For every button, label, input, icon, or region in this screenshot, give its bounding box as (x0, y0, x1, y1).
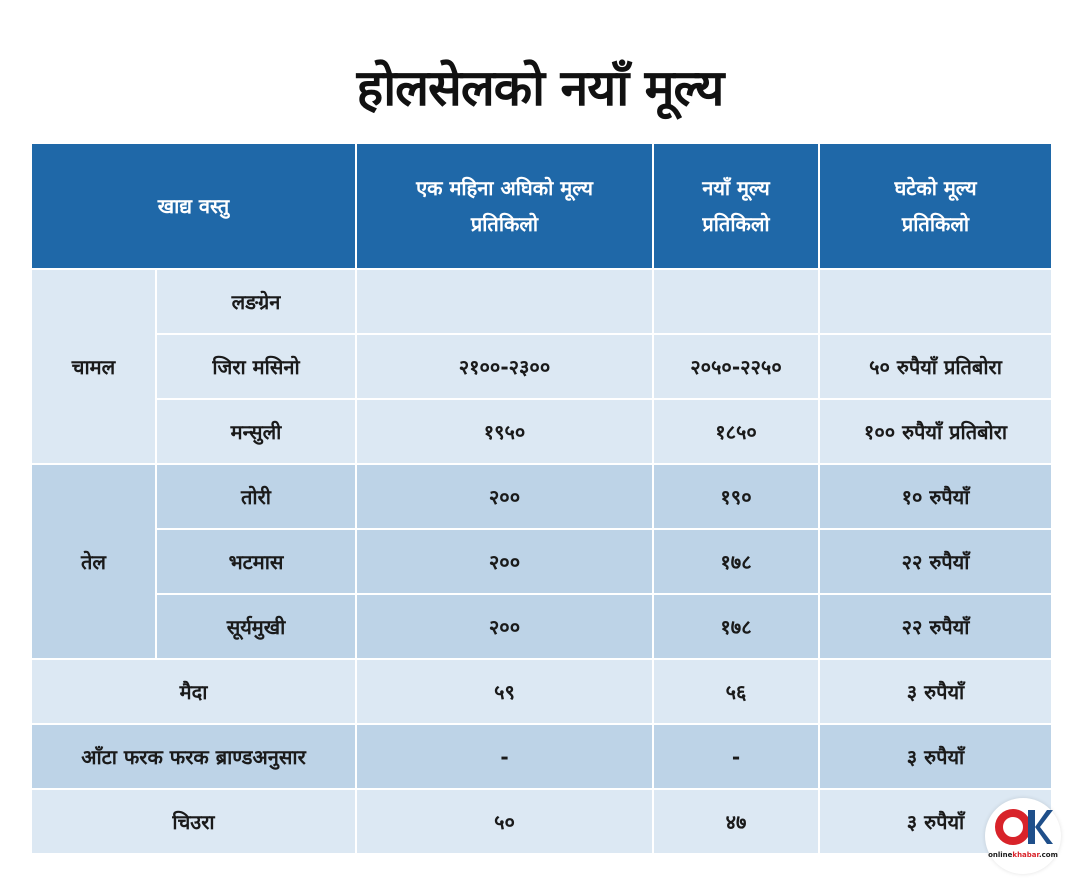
table-row (31, 399, 1052, 464)
new-price-cell: २०५०-२२५० (653, 334, 819, 399)
item-cell: आँटा फरक फरक ब्राण्डअनुसार (31, 724, 356, 789)
table-header-row (31, 143, 1052, 269)
prev-price-cell: २१००-२३०० (356, 334, 653, 399)
prev-price-cell: ५९ (356, 659, 653, 724)
table-row (31, 659, 1052, 724)
drop-price-cell: १० रुपैयाँ (819, 464, 1052, 529)
drop-price-cell: ३ रुपैयाँ (819, 789, 1052, 854)
table-row (31, 789, 1052, 854)
item-cell: जिरा मसिनो (156, 334, 356, 399)
new-price-cell: १९० (653, 464, 819, 529)
drop-price-cell: १०० रुपैयाँ प्रतिबोरा (819, 399, 1052, 464)
prev-price-cell: १९५० (356, 399, 653, 464)
new-price-cell: १७८ (653, 594, 819, 659)
new-price-cell: १७८ (653, 529, 819, 594)
page-title: होलसेलको नयाँ मूल्य (356, 59, 724, 117)
price-table (30, 142, 1053, 855)
item-cell: तोरी (156, 464, 356, 529)
prev-price-cell: २०० (356, 464, 653, 529)
header-new-line1: नयाँ मूल्य (702, 176, 770, 200)
new-price-cell (653, 269, 819, 334)
drop-price-cell: ३ रुपैयाँ (819, 659, 1052, 724)
table-row (31, 529, 1052, 594)
table-row (31, 724, 1052, 789)
drop-price-cell: २२ रुपैयाँ (819, 594, 1052, 659)
ok-logo-icon (993, 804, 1053, 850)
item-cell: लङग्रेन (156, 269, 356, 334)
table-row (31, 269, 1052, 334)
header-new-price (653, 143, 819, 269)
header-prev-line1: एक महिना अघिको मूल्य (416, 176, 593, 200)
table-row (31, 594, 1052, 659)
prev-price-cell: ५० (356, 789, 653, 854)
prev-price-cell: २०० (356, 529, 653, 594)
drop-price-cell: ३ रुपैयाँ (819, 724, 1052, 789)
logo-caption-accent: khabar (1012, 851, 1039, 859)
prev-price-cell: २०० (356, 594, 653, 659)
prev-price-cell: - (356, 724, 653, 789)
drop-price-cell: २२ रुपैयाँ (819, 529, 1052, 594)
header-prev-price (356, 143, 653, 269)
new-price-cell: ५६ (653, 659, 819, 724)
group-label-oil: तेल (31, 464, 156, 659)
prev-price-cell (356, 269, 653, 334)
table-row (31, 334, 1052, 399)
item-cell: चिउरा (31, 789, 356, 854)
logo-caption-prefix: online (988, 851, 1013, 859)
new-price-cell: १८५० (653, 399, 819, 464)
drop-price-cell (819, 269, 1052, 334)
logo-caption (985, 851, 1061, 859)
group-label-rice: चामल (31, 269, 156, 464)
drop-price-cell: ५० रुपैयाँ प्रतिबोरा (819, 334, 1052, 399)
item-cell: सूर्यमुखी (156, 594, 356, 659)
item-cell: भटमास (156, 529, 356, 594)
header-drop-line2: प्रतिकिलो (901, 212, 970, 236)
header-prev-line2: प्रतिकिलो (470, 212, 539, 236)
header-item-label: खाद्य वस्तु (157, 194, 230, 218)
item-cell: मन्सुली (156, 399, 356, 464)
onlinekhabar-logo (985, 798, 1061, 874)
header-item (31, 143, 356, 269)
new-price-cell: ४७ (653, 789, 819, 854)
header-drop-price (819, 143, 1052, 269)
new-price-cell: - (653, 724, 819, 789)
header-new-line2: प्रतिकिलो (702, 212, 770, 236)
table-row (31, 464, 1052, 529)
header-drop-line1: घटेको मूल्य (894, 176, 977, 200)
item-cell: मैदा (31, 659, 356, 724)
logo-caption-suffix: .com (1038, 851, 1058, 859)
